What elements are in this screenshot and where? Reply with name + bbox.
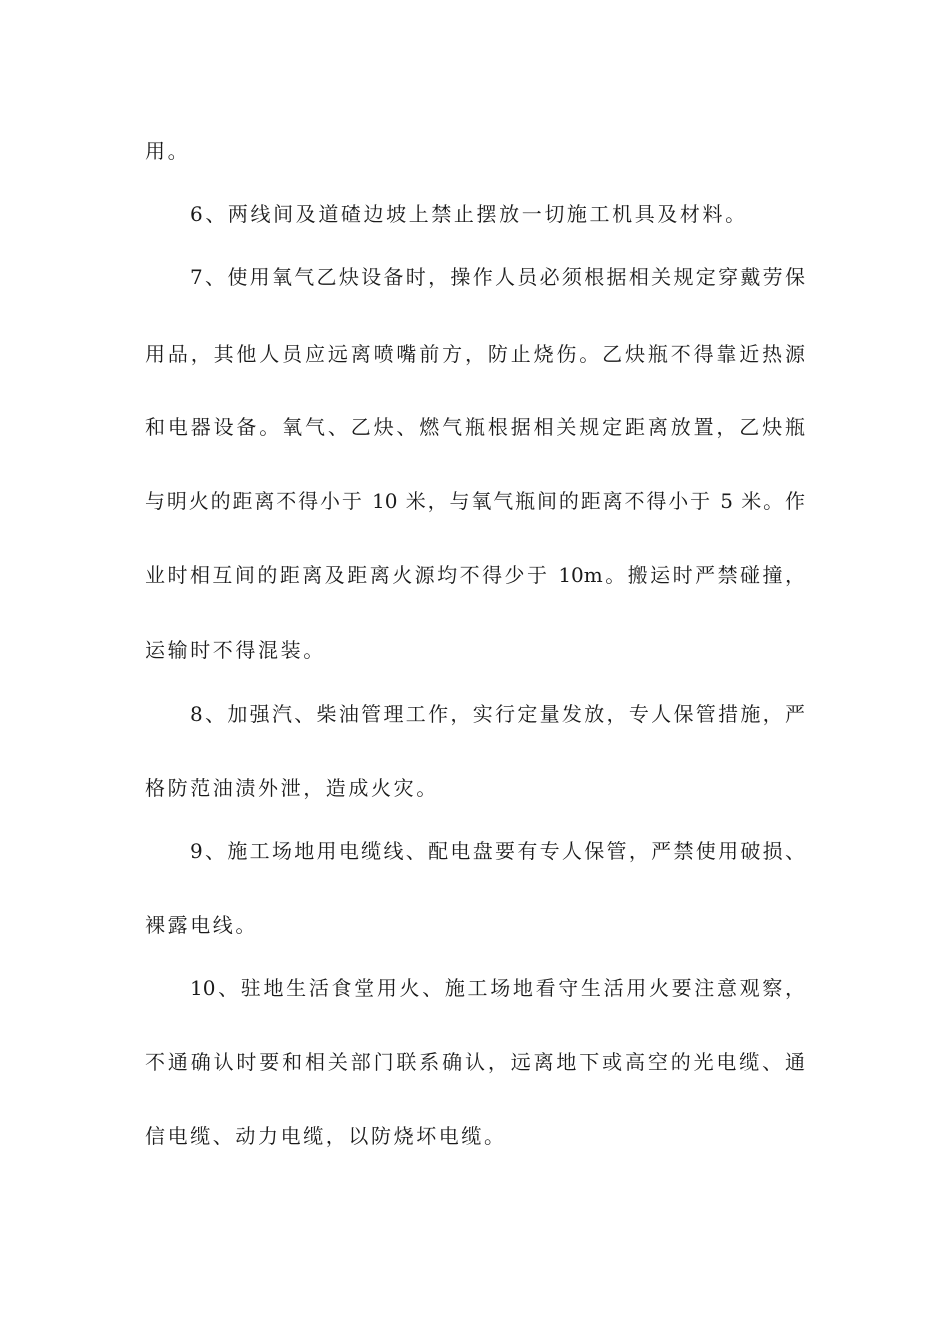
item-7-line: 和电器设备。氧气、乙炔、燃气瓶根据相关规定距离放置，乙炔瓶 xyxy=(145,415,805,439)
item-7-line: 与明火的距离不得小于 10 米，与氧气瓶间的距离不得小于 5 米。作 xyxy=(145,489,805,513)
item-7-line: 7、使用氧气乙炔设备时，操作人员必须根据相关规定穿戴劳保 xyxy=(190,265,805,289)
item-10-line: 不通确认时要和相关部门联系确认，远离地下或高空的光电缆、通 xyxy=(145,1050,805,1074)
item-8-line: 格防范油渍外泄，造成火灾。 xyxy=(145,776,439,800)
item-10-line: 10、驻地生活食堂用火、施工场地看守生活用火要注意观察， xyxy=(190,976,805,1000)
item-9-line: 9、施工场地用电缆线、配电盘要有专人保管，严禁使用破损、 xyxy=(190,839,805,863)
item-10-line: 信电缆、动力电缆，以防烧坏电缆。 xyxy=(145,1124,507,1148)
item-6-line: 6、两线间及道碴边坡上禁止摆放一切施工机具及材料。 xyxy=(190,202,748,226)
item-9-line: 裸露电线。 xyxy=(145,913,258,937)
text-line: 用。 xyxy=(145,139,191,163)
item-8-line: 8、加强汽、柴油管理工作，实行定量发放，专人保管措施，严 xyxy=(190,702,805,726)
item-7-line: 用品，其他人员应远离喷嘴前方，防止烧伤。乙炔瓶不得靠近热源 xyxy=(145,342,805,366)
item-7-line: 运输时不得混装。 xyxy=(145,638,326,662)
item-7-line: 业时相互间的距离及距离火源均不得少于 10m。搬运时严禁碰撞， xyxy=(145,563,805,587)
